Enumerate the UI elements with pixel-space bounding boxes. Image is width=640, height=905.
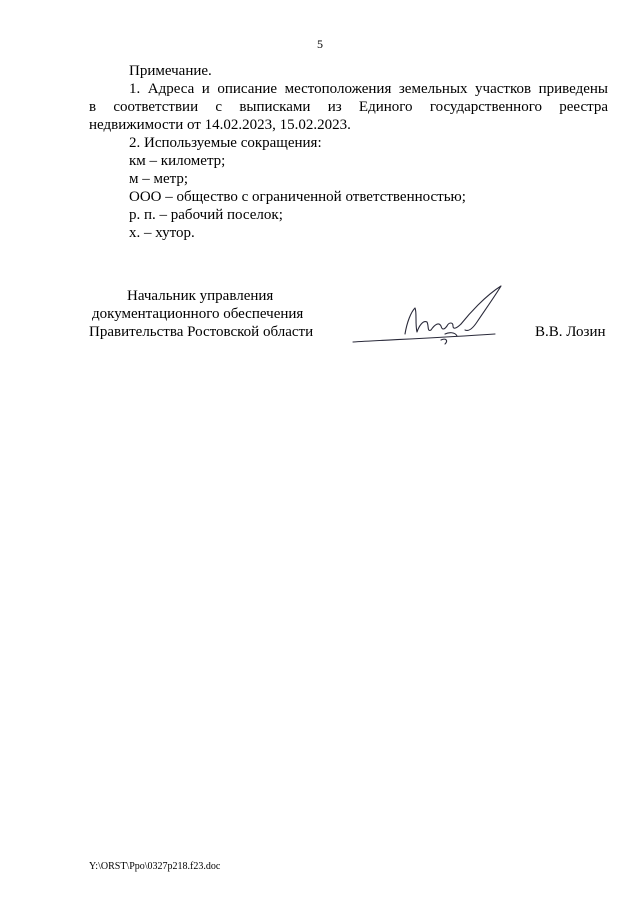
handwritten-signature <box>345 282 510 348</box>
abbreviation-item: ООО – общество с ограниченной ответственностью; <box>129 189 466 205</box>
abbreviation-item: км – километр; <box>129 153 226 169</box>
note-heading: Примечание. <box>129 63 212 79</box>
abbreviation-item: м – метр; <box>129 171 189 187</box>
note-section <box>89 62 608 242</box>
page-number: 5 <box>317 37 323 51</box>
signatory-title-line-2: документационного обеспечения <box>92 306 304 322</box>
signatory-title-line-3: Правительства Ростовской области <box>89 324 314 340</box>
abbreviation-item: р. п. – рабочий поселок; <box>129 207 283 223</box>
abbreviation-item: х. – хутор. <box>129 225 195 241</box>
signatory-title-line-1: Начальник управления <box>127 288 274 304</box>
note-item-1-line-1: 1. Адреса и описание местоположения земельных участков приведены <box>129 81 608 97</box>
note-item-1-line-2: в соответствии с выписками из Единого государственного реестра <box>89 99 608 115</box>
note-item-2: 2. Используемые сокращения: <box>129 135 322 151</box>
signatory-title <box>89 287 313 341</box>
signer-name: В.В. Лозин <box>535 324 606 340</box>
file-path-footer: Y:\ORST\Ppo\0327p218.f23.doc <box>89 861 221 872</box>
note-item-1-line-3: недвижимости от 14.02.2023, 15.02.2023. <box>89 117 351 133</box>
